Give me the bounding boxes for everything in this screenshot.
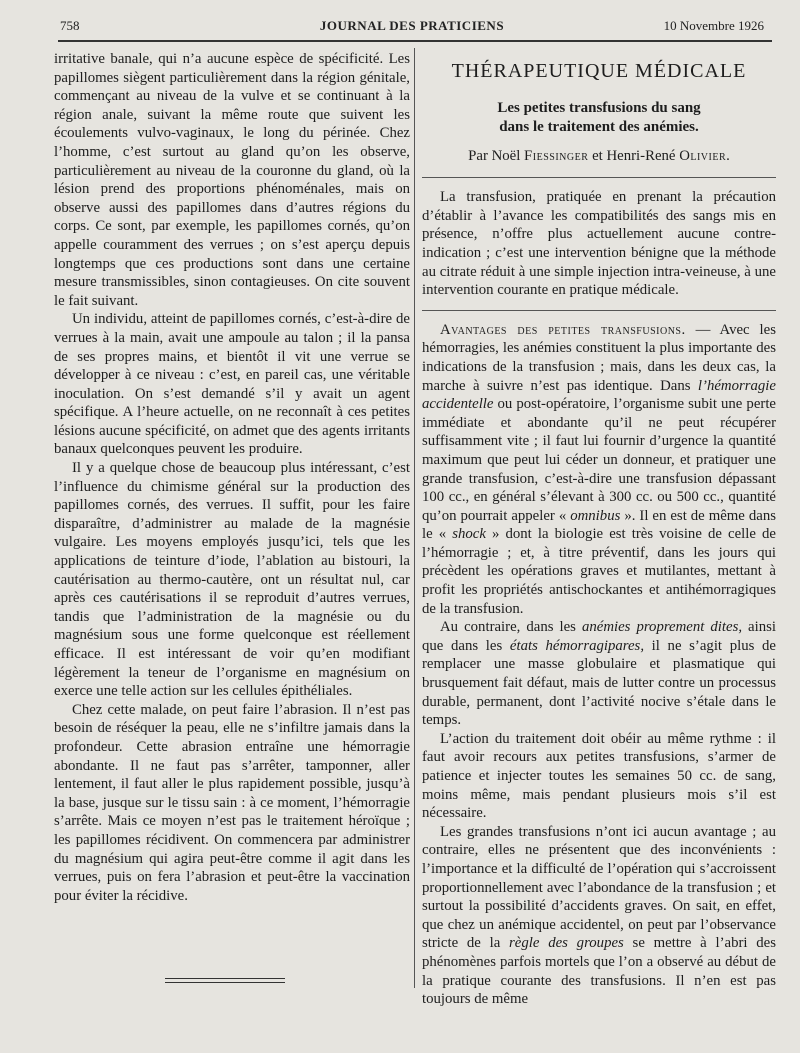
column-divider (414, 48, 415, 988)
header-rule (58, 40, 772, 42)
advantages-paragraph (422, 321, 776, 619)
byline-divider (422, 177, 776, 178)
text-run: Au contraire, dans les (440, 619, 582, 636)
emphasis-hemorragie: l’hémorragie accidentelle (422, 377, 776, 413)
emphasis-etats: états hémorragipares, (509, 637, 645, 654)
text-run: ou post-opératoire, l’organisme subit une perte immédiate et abondante qu’il ne peut récupérer suffisamment vite ; il faut lui fournir d’urgence la quantité maximum que peut lui céder un donneur, et pratiquer une grande transfusion, c’est-à-dire une transfusion dépassant 100 cc., en général s’élevant à 300 cc. ou 500 cc., quantité qu’on pourrait appeler « (422, 396, 776, 524)
left-paragraph-2: Un individu, atteint de papillomes cornés, c’est-à-dire de verrues à la main, avait une ampoule au talon ; il la pansa de ses propres mains, et bientôt il vit une verrue se développer à ce niveau : c’est, en pareil cas, une véritable inoculation. On s’est demandé s’il y avait un agent spécifique. A l’heure actuelle, on ne reconnaît à ces petites lésions aucune spécificité, on admet que des agents irritants banaux quelconques peuvent les produire. (54, 311, 410, 458)
article-title-line-1: Les petites transfusions du sang (497, 99, 701, 116)
left-column (54, 50, 410, 905)
text-run: — Avec les hémorragies, les anémies constituent la plus importante des indications de la transfusion ; mais, dans les deux cas, la marche à suivre n’est pas identique. Dans (422, 321, 776, 394)
left-paragraph-1: irritative banale, qui n’a aucune espèce de spécificité. Les papillomes siègent particulièrement dans la région génitale, commençant au niveau de la vulve et se continuant à la région anale, suivant la même route que suivent les écoulements vulvo-vaginaux, le long du périnée. Chez l’homme, c’est surtout au gland qu’on les observe, particulièrement au niveau de la couronne du gland, où la lésion prend des proportions phénoménales, mais on observe aussi des papillomes dans d’autres régions du corps. Ce sont, par exemple, les papillomes cornés, qu’on appelle couramment des verrues ; on s’est aperçu depuis longtemps que ces productions sont dans une certaine mesure transmissibles, sinon contagieuses. On cite souvent le fait suivant. (54, 51, 410, 309)
article-title-line-2: dans le traitement des anémies. (499, 118, 699, 135)
author-olivier: Olivier (679, 147, 727, 164)
author-fiessinger: Fiessinger (524, 147, 589, 164)
page-number: 758 (60, 18, 80, 33)
emphasis-anemies: anémies proprement dites, (581, 619, 743, 636)
byline-prefix: Par Noël (468, 147, 525, 164)
grandes-transfusions-paragraph (422, 823, 776, 1009)
intro-paragraph: La transfusion, pratiquée en prenant la précaution d’établir à l’avance les compatibilités des sangs mis en présence, n’offre plus actuellement aucune contre-indication ; c’est une intervention bénigne que la méthode au citrate réduit à une simple injection intra-veineuse, à une intervention courante en pratique médicale. (422, 189, 776, 299)
byline-mid: et Henri-René (588, 147, 680, 164)
action-paragraph: L’action du traitement doit obéir au même rythme : il faut avoir recours aux petites transfusions, s’armer de patience et injecter toutes les semaines 50 cc. de sang, moins même, mais pendant plusieurs mois s’il est nécessaire. (422, 730, 776, 822)
text-run: ainsi que dans les (422, 619, 776, 654)
text-run: se mettre à l’abri des phénomènes parfois mortels que l’on a observé au début de la pratique courante des transfusions. Il n’en est pas toujours de même (422, 935, 777, 1008)
text-run: ». Il en est de même dans le « (422, 507, 776, 543)
anemies-paragraph (422, 618, 776, 730)
byline-end: . (726, 147, 730, 164)
text-run: Les grandes transfusions n’ont ici aucun avantage ; au contraire, elles ne présentent que des inconvénients : l’importance et la difficulté de l’opération qui s’accroissent proportionnellement avec l’abondance de la transfusion ; et surtout la possibilité d’accidents graves. On sait, en effet, que chez un anémique accidentel, on peut par l’observance stricte de la (422, 823, 776, 952)
text-run: » dont la biologie est très voisine de celle de l’hémorragie ; et, à titre préventif, dans les jours qui précèdent les opérations graves et mutilantes, mettant à profit les propriétés antischockantes et antihémorragiques de la transfusion. (422, 526, 776, 617)
right-column (422, 50, 776, 1009)
subhead-advantages: Avantages des petites transfusions. (440, 321, 686, 338)
intro-divider (422, 310, 776, 311)
emphasis-regle: règle des groupes (509, 935, 624, 952)
byline (422, 147, 776, 166)
journal-title: JOURNAL DES PRATICIENS (319, 18, 505, 33)
emphasis-omnibus: omnibus (570, 507, 621, 524)
section-title: THÉRAPEUTIQUE MÉDICALE (451, 60, 747, 82)
issue-date: 10 Novembre 1926 (663, 18, 764, 33)
left-paragraph-4: Chez cette malade, on peut faire l’abrasion. Il n’est pas besoin de réséquer la peau, elle ne s’infiltre jamais dans la profondeur. Cette abrasion entraîne une hémorragie abondante. Il ne faut pas s’arrêter, tamponner, aller lentement, il faut aller le plus rapidement possible, jusqu’à la base, jusque sur le tissu sain : à ce moment, l’hémorragie s’arrête. Mais ce moyen n’est pas le traitement héroïque ; les papillomes récidivent. On commencera par administrer du magnésium qui agira peut-être comme il agit dans les verrues, puis on fera l’abrasion et peut-être la vaccination pour éviter la récidive. (54, 701, 410, 904)
emphasis-shock: shock (452, 526, 486, 543)
left-paragraph-3: Il y a quelque chose de beaucoup plus intéressant, c’est l’influence du chimisme général sur la production des papillomes cornés, des verrues. Il suffit, pour les faire disparaître, d’administrer au malade de la magnésie vulgaire. Les moyens employés jusqu’ici, tels que les applications de teinture d’iode, l’ablation au bistouri, la cautérisation au thermo-cautère, ont un résultat nul, car après ces cautérisations il se reproduit d’autres verrues, tandis que l’administration de la magnésie ou du magnésium sous une forme quelconque est réellement efficace. Il est intéressant de voir qu’en modifiant légèrement la teneur de l’organisme en magnésium on exerce une telle action sur les cellules épithéliales. (54, 460, 410, 700)
article-title (422, 99, 776, 137)
text-run: il ne s’agit plus de remplacer une masse globulaire et plasmatique qui brusquement fait défaut, mais de lutter contre un processus durable, permanent, dont l’activité nocive s’étale dans le temps. (422, 637, 776, 729)
end-of-article-rule (165, 978, 285, 986)
